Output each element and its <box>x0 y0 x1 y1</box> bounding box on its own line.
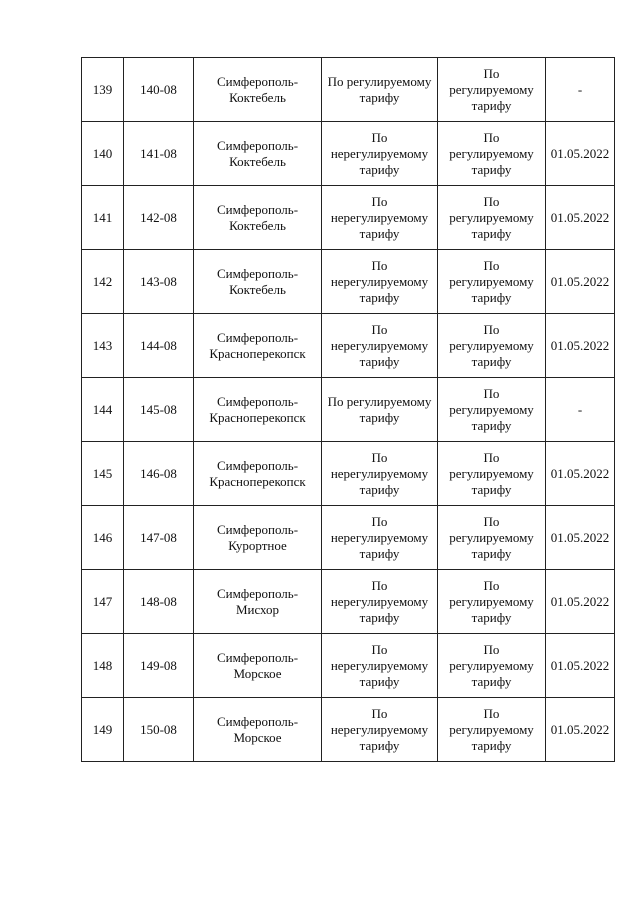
effective-date-cell: 01.05.2022 <box>546 314 615 378</box>
new-tariff-cell: По регулируемому тарифу <box>438 186 546 250</box>
table-row <box>82 250 615 314</box>
route-code-cell: 145-08 <box>124 378 194 442</box>
routes-table-container <box>81 57 614 762</box>
route-code-cell: 140-08 <box>124 58 194 122</box>
route-code-cell: 143-08 <box>124 250 194 314</box>
current-tariff-cell: По регулируемому тарифу <box>322 378 438 442</box>
routes-table-body <box>82 58 615 762</box>
table-row <box>82 122 615 186</box>
table-row <box>82 314 615 378</box>
effective-date-cell: 01.05.2022 <box>546 442 615 506</box>
current-tariff-cell: По нерегулируемому тарифу <box>322 314 438 378</box>
current-tariff-cell: По нерегулируемому тарифу <box>322 698 438 762</box>
effective-date-cell: 01.05.2022 <box>546 186 615 250</box>
row-number-cell: 144 <box>82 378 124 442</box>
effective-date-cell: 01.05.2022 <box>546 570 615 634</box>
route-name-cell: Симферополь-Красноперекопск <box>194 378 322 442</box>
effective-date-cell: 01.05.2022 <box>546 122 615 186</box>
table-row <box>82 186 615 250</box>
row-number-cell: 143 <box>82 314 124 378</box>
route-name-cell: Симферополь-Морское <box>194 634 322 698</box>
table-row <box>82 570 615 634</box>
table-row <box>82 698 615 762</box>
row-number-cell: 140 <box>82 122 124 186</box>
effective-date-cell: 01.05.2022 <box>546 506 615 570</box>
route-name-cell: Симферополь-Красноперекопск <box>194 314 322 378</box>
effective-date-cell: 01.05.2022 <box>546 634 615 698</box>
table-row <box>82 58 615 122</box>
effective-date-cell: - <box>546 378 615 442</box>
row-number-cell: 148 <box>82 634 124 698</box>
new-tariff-cell: По регулируемому тарифу <box>438 250 546 314</box>
route-code-cell: 147-08 <box>124 506 194 570</box>
route-code-cell: 141-08 <box>124 122 194 186</box>
route-code-cell: 146-08 <box>124 442 194 506</box>
route-name-cell: Симферополь-Коктебель <box>194 250 322 314</box>
new-tariff-cell: По регулируемому тарифу <box>438 122 546 186</box>
current-tariff-cell: По нерегулируемому тарифу <box>322 122 438 186</box>
route-code-cell: 148-08 <box>124 570 194 634</box>
new-tariff-cell: По регулируемому тарифу <box>438 378 546 442</box>
route-code-cell: 149-08 <box>124 634 194 698</box>
row-number-cell: 142 <box>82 250 124 314</box>
current-tariff-cell: По нерегулируемому тарифу <box>322 186 438 250</box>
new-tariff-cell: По регулируемому тарифу <box>438 570 546 634</box>
route-code-cell: 150-08 <box>124 698 194 762</box>
effective-date-cell: - <box>546 58 615 122</box>
route-name-cell: Симферополь-Коктебель <box>194 186 322 250</box>
current-tariff-cell: По нерегулируемому тарифу <box>322 442 438 506</box>
effective-date-cell: 01.05.2022 <box>546 250 615 314</box>
row-number-cell: 149 <box>82 698 124 762</box>
route-code-cell: 144-08 <box>124 314 194 378</box>
routes-table <box>81 57 615 762</box>
table-row <box>82 634 615 698</box>
route-code-cell: 142-08 <box>124 186 194 250</box>
route-name-cell: Симферополь-Красноперекопск <box>194 442 322 506</box>
table-row <box>82 378 615 442</box>
new-tariff-cell: По регулируемому тарифу <box>438 506 546 570</box>
table-row <box>82 442 615 506</box>
row-number-cell: 146 <box>82 506 124 570</box>
route-name-cell: Симферополь-Коктебель <box>194 122 322 186</box>
current-tariff-cell: По нерегулируемому тарифу <box>322 506 438 570</box>
row-number-cell: 139 <box>82 58 124 122</box>
new-tariff-cell: По регулируемому тарифу <box>438 442 546 506</box>
new-tariff-cell: По регулируемому тарифу <box>438 58 546 122</box>
row-number-cell: 145 <box>82 442 124 506</box>
route-name-cell: Симферополь-Мисхор <box>194 570 322 634</box>
current-tariff-cell: По нерегулируемому тарифу <box>322 634 438 698</box>
effective-date-cell: 01.05.2022 <box>546 698 615 762</box>
new-tariff-cell: По регулируемому тарифу <box>438 314 546 378</box>
current-tariff-cell: По нерегулируемому тарифу <box>322 250 438 314</box>
new-tariff-cell: По регулируемому тарифу <box>438 634 546 698</box>
table-row <box>82 506 615 570</box>
route-name-cell: Симферополь-Морское <box>194 698 322 762</box>
route-name-cell: Симферополь-Курортное <box>194 506 322 570</box>
route-name-cell: Симферополь-Коктебель <box>194 58 322 122</box>
row-number-cell: 141 <box>82 186 124 250</box>
current-tariff-cell: По нерегулируемому тарифу <box>322 570 438 634</box>
current-tariff-cell: По регулируемому тарифу <box>322 58 438 122</box>
row-number-cell: 147 <box>82 570 124 634</box>
new-tariff-cell: По регулируемому тарифу <box>438 698 546 762</box>
